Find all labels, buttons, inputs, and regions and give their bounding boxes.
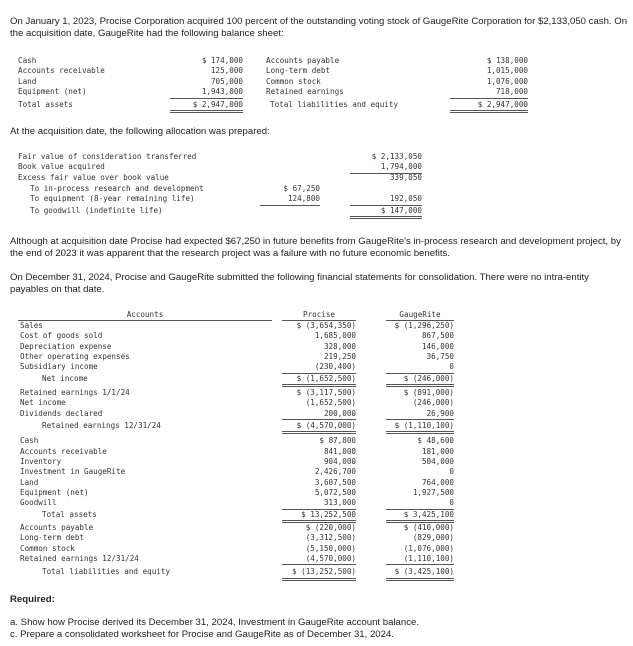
alloc-bv-label: Book value acquired bbox=[18, 162, 105, 172]
fs-row-procise-value: (5,150,000) bbox=[305, 543, 356, 553]
required-heading: Required: bbox=[10, 594, 55, 605]
bs-equip-value: 1,943,000 bbox=[170, 87, 243, 98]
bs-cash-value: $ 174,000 bbox=[201, 56, 243, 65]
fs-row-label: Depreciation expense bbox=[20, 341, 112, 351]
allocation-intro: At the acquisition date, the following allocation was prepared: bbox=[10, 126, 270, 137]
fs-row-label: Goodwill bbox=[20, 498, 57, 508]
fs-row-gaugerite-value: 764,000 bbox=[421, 477, 454, 487]
alloc-fv-value: $ 2,133,050 bbox=[371, 152, 422, 161]
required-a: a. Show how Procise derived its December 31, 2024, Investment in GaugeRite account balance. bbox=[10, 617, 420, 628]
fs-row-procise-value: 313,000 bbox=[282, 498, 356, 509]
fs-row-gaugerite-value: $ 48,600 bbox=[417, 436, 454, 446]
bs-ar-label: Accounts receivable bbox=[18, 66, 105, 76]
fs-row-gaugerite-value: $ (3,425,100) bbox=[386, 567, 454, 580]
fs-row-label: Cost of goods sold bbox=[20, 331, 103, 341]
fs-row-procise-value: (230,400) bbox=[282, 362, 356, 373]
fs-row-procise-value: 904,000 bbox=[323, 456, 356, 466]
bs-re-value: 718,000 bbox=[450, 87, 528, 98]
fs-row-gaugerite-value: 26,900 bbox=[386, 409, 454, 420]
fs-row-gaugerite-value: 0 bbox=[386, 362, 454, 373]
fs-row-procise-value: $ (13,252,500) bbox=[282, 567, 356, 580]
fs-row-label: Land bbox=[20, 477, 39, 487]
fs-row-procise-value: $ (220,000) bbox=[305, 522, 356, 532]
fs-row-procise-value: (4,570,000) bbox=[282, 554, 356, 565]
fs-row-label: Investment in GaugeRite bbox=[20, 467, 126, 477]
fs-row-label: Dividends declared bbox=[20, 408, 103, 418]
alloc-equip-label: To equipment (8-year remaining life) bbox=[30, 194, 195, 204]
bs-re-label: Retained earnings bbox=[266, 87, 344, 97]
bs-total-assets-label: Total assets bbox=[18, 99, 73, 109]
fs-row-gaugerite-value: $ (246,000) bbox=[386, 374, 454, 387]
fs-row-procise-value: $ (1,652,500) bbox=[282, 374, 356, 387]
fs-row-label: Total assets bbox=[42, 509, 97, 519]
bs-land-value: 705,000 bbox=[210, 76, 243, 86]
bs-total-assets-value: $ 2,947,000 bbox=[170, 100, 243, 113]
fs-row-gaugerite-value: (1,110,100) bbox=[386, 554, 454, 565]
fs-header-accounts: Accounts bbox=[18, 310, 272, 321]
fs-row-procise-value: 3,607,500 bbox=[314, 477, 356, 487]
fs-row-procise-value: $ 87,800 bbox=[319, 436, 356, 446]
fs-row-gaugerite-value: $ (1,296,250) bbox=[394, 321, 454, 330]
fs-row-procise-value: $ (4,570,000) bbox=[282, 421, 356, 434]
bs-cash-label: Cash bbox=[18, 56, 37, 65]
fs-row-procise-value: $ 13,252,500 bbox=[282, 510, 356, 523]
fs-row-procise-value: 841,000 bbox=[323, 446, 356, 456]
fs-row-gaugerite-value: 146,000 bbox=[421, 341, 454, 351]
fs-row-label: Inventory bbox=[20, 456, 62, 466]
fs-row-gaugerite-value: 504,000 bbox=[421, 456, 454, 466]
fs-row-gaugerite-value: 0 bbox=[386, 498, 454, 509]
fs-row-label: Equipment (net) bbox=[20, 487, 89, 497]
fs-row-gaugerite-value: $ (410,000) bbox=[403, 522, 454, 532]
fs-row-gaugerite-value: $ (891,000) bbox=[403, 388, 454, 397]
fs-header-gaugerite: GaugeRite bbox=[386, 310, 454, 321]
fs-row-gaugerite-value: (246,000) bbox=[412, 398, 454, 408]
bs-ltd-value: 1,015,000 bbox=[486, 66, 528, 76]
fs-row-procise-value: 328,000 bbox=[323, 341, 356, 351]
fs-row-gaugerite-value: $ 3,425,100 bbox=[386, 510, 454, 523]
fs-row-procise-value: $ (3,654,350) bbox=[296, 321, 356, 330]
fs-row-label: Cash bbox=[20, 436, 39, 446]
fs-header-procise: Procise bbox=[282, 310, 356, 321]
fs-row-label: Retained earnings 1/1/24 bbox=[20, 388, 130, 397]
alloc-iprd-label: To in-process research and development bbox=[30, 183, 204, 193]
alloc-goodwill-value: $ 147,000 bbox=[350, 206, 422, 219]
fs-row-label: Retained earnings 12/31/24 bbox=[42, 421, 161, 430]
fs-row-procise-value: 200,000 bbox=[282, 409, 356, 420]
bs-ap-value: $ 138,000 bbox=[486, 56, 528, 65]
fs-row-label: Other operating expenses bbox=[20, 351, 130, 361]
fs-row-gaugerite-value: (1,076,000) bbox=[403, 543, 454, 553]
fs-row-gaugerite-value: 0 bbox=[449, 467, 454, 477]
fs-row-label: Long-term debt bbox=[20, 533, 85, 543]
fs-row-procise-value: (1,652,500) bbox=[305, 398, 356, 408]
fs-row-procise-value: 2,426,700 bbox=[314, 467, 356, 477]
bs-ap-label: Accounts payable bbox=[266, 56, 340, 65]
fs-row-label: Common stock bbox=[20, 543, 75, 553]
fs-row-label: Total liabilities and equity bbox=[42, 567, 171, 577]
fs-row-label: Accounts payable bbox=[20, 522, 94, 532]
bs-total-liab-label: Total liabilities and equity bbox=[270, 99, 399, 109]
fs-row-gaugerite-value: $ (1,110,100) bbox=[386, 421, 454, 434]
alloc-equip-subtotal: 192,050 bbox=[350, 194, 422, 205]
fs-row-label: Net income bbox=[42, 373, 88, 383]
fs-row-label: Net income bbox=[20, 398, 66, 408]
required-c: c. Prepare a consolidated worksheet for Procise and GaugeRite as of December 31, 2024. bbox=[10, 629, 394, 640]
fs-row-gaugerite-value: 36,750 bbox=[426, 351, 454, 361]
fs-row-gaugerite-value: (829,000) bbox=[412, 533, 454, 543]
fs-row-label: Retained earnings 12/31/24 bbox=[20, 553, 139, 563]
alloc-fv-label: Fair value of consideration transferred bbox=[18, 152, 197, 161]
fs-row-gaugerite-value: 181,000 bbox=[421, 446, 454, 456]
bs-equip-label: Equipment (net) bbox=[18, 87, 87, 97]
alloc-equip-value: 124,800 bbox=[260, 194, 320, 205]
alloc-excess-value: 339,050 bbox=[389, 173, 422, 183]
alloc-bv-value: 1,794,000 bbox=[350, 162, 422, 173]
consolidation-paragraph: On December 31, 2024, Procise and GaugeRite submitted the following financial statements for consolidation. There were no intra-entity payables on that date. bbox=[10, 272, 589, 295]
alloc-excess-label: Excess fair value over book value bbox=[18, 173, 169, 183]
bs-total-liab-value: $ 2,947,000 bbox=[450, 100, 528, 113]
intro-paragraph: On January 1, 2023, Procise Corporation acquired 100 percent of the outstanding voting stock of GaugeRite Corporation for $2,133,050 cash. On the acquisition date, GaugeRite had the following balance sheet: bbox=[10, 16, 628, 39]
fs-row-label: Subsidiary income bbox=[20, 362, 98, 372]
fs-row-gaugerite-value: 1,927,500 bbox=[412, 487, 454, 497]
ipr-d-paragraph: Although at acquisition date Procise had expected $67,250 in future benefits from GaugeRite's in-process research and development project, by the end of 2023 it was apparent that the research project was a failure with no future economic benefits. bbox=[10, 236, 621, 259]
fs-row-label: Sales bbox=[20, 321, 43, 330]
alloc-iprd-value: $ 67,250 bbox=[283, 183, 320, 193]
bs-cs-value: 1,076,000 bbox=[486, 76, 528, 86]
bs-ltd-label: Long-term debt bbox=[266, 66, 331, 76]
fs-row-label: Accounts receivable bbox=[20, 446, 107, 456]
bs-cs-label: Common stock bbox=[266, 76, 321, 86]
fs-row-procise-value: (3,312,500) bbox=[305, 533, 356, 543]
fs-row-procise-value: 1,685,000 bbox=[314, 331, 356, 341]
bs-ar-value: 125,000 bbox=[210, 66, 243, 76]
fs-row-procise-value: $ (3,117,500) bbox=[296, 388, 356, 397]
fs-row-gaugerite-value: 867,500 bbox=[421, 331, 454, 341]
fs-row-procise-value: 5,072,500 bbox=[314, 487, 356, 497]
bs-land-label: Land bbox=[18, 76, 37, 86]
alloc-goodwill-label: To goodwill (indefinite life) bbox=[30, 206, 163, 215]
fs-row-procise-value: 219,250 bbox=[323, 351, 356, 361]
